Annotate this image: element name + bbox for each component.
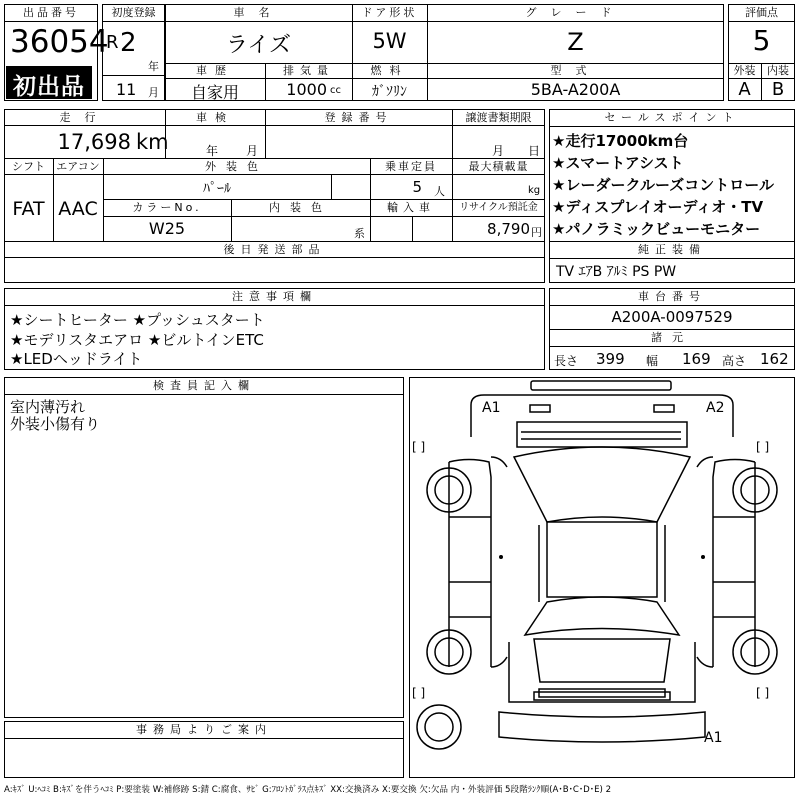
- air-conditioner: AAC: [58, 198, 98, 220]
- height: 162: [760, 350, 789, 368]
- fuel-label: 燃料: [370, 64, 409, 77]
- color-number-label: カラーNo.: [132, 201, 202, 214]
- reg-year: 2: [120, 28, 137, 58]
- transfer-month-unit: 月: [492, 144, 505, 158]
- sales-point-item: ★パノラミックビューモニター: [552, 220, 761, 238]
- length-label: 長さ: [554, 354, 579, 368]
- exterior-label: 外装: [733, 64, 756, 77]
- sales-point-item: ★スマートアシスト: [552, 154, 684, 172]
- interior-color-label: 内装色: [269, 201, 332, 214]
- interior-label: 内装: [767, 64, 789, 77]
- displacement-unit: cc: [330, 85, 341, 96]
- equipment-label: 純正装備: [549, 242, 795, 259]
- door-type: 5W: [372, 29, 407, 53]
- recycle-fee: 8,790: [487, 220, 530, 238]
- car-name: ライズ: [225, 33, 292, 58]
- fuel: ｶﾞｿﾘﾝ: [372, 84, 407, 100]
- notes-line: ★LEDヘッドライト: [10, 350, 143, 368]
- capacity: 5: [412, 178, 422, 196]
- notes-line: ★モデリスタエアロ ★ビルトインETC: [10, 331, 264, 349]
- model-code: 5BA-A200A: [530, 80, 621, 99]
- inspector-label: 検査員記入欄: [4, 378, 404, 395]
- score: 5: [752, 24, 771, 57]
- office-label: 事務局よりご案内: [4, 722, 404, 739]
- notes-label: 注意事項欄: [4, 289, 545, 306]
- car-name-label: 車名: [233, 6, 284, 19]
- bracket-marker: [ ]: [756, 440, 770, 454]
- first-listing-text: 初出品: [13, 74, 85, 100]
- history: 自家用: [190, 83, 239, 102]
- notes-line: ★シートヒーター ★プッシュスタート: [10, 311, 265, 329]
- shift: FAT: [12, 198, 45, 220]
- exterior-grade: A: [738, 79, 751, 100]
- lot-number: 36054: [10, 24, 109, 60]
- bracket-marker: [ ]: [412, 440, 426, 454]
- reg-year-unit: 年: [148, 60, 159, 73]
- mileage-unit: km: [136, 130, 169, 154]
- inspector-line: 外装小傷有り: [10, 415, 101, 433]
- inspector-line: 室内薄汚れ: [10, 398, 86, 416]
- bracket-marker: [ ]: [756, 686, 770, 700]
- displacement: 1000: [286, 80, 327, 99]
- recycle-fee-unit: 円: [531, 226, 542, 239]
- max-load-label: 最大積載量: [468, 160, 529, 173]
- legend: A:ｷｽﾞ U:ﾍｺﾐ B:ｷｽﾞを伴うﾍｺﾐ P:要塗装 W:補修跡 S:錆 C:腐食、ｻﾋﾞ G:ﾌﾛﾝﾄｶﾞﾗｽ点ｷｽﾞ XX:交換済み X:要交換 欠:欠品 内・外装評価 5段階ﾗﾝｸ順(A･B･C･D･E) 2: [4, 785, 612, 795]
- recycle-label: リサイクル預託金: [459, 202, 538, 213]
- grade-label: グレード: [525, 6, 626, 19]
- sales-point-item: ★レーダークルーズコントロール: [552, 176, 774, 194]
- width-label: 幅: [646, 354, 659, 368]
- damage-mark-a1-rear: A1: [704, 730, 723, 746]
- capacity-unit: 人: [434, 185, 445, 198]
- interior-grade: B: [771, 79, 785, 100]
- damage-mark-a1: A1: [482, 400, 501, 416]
- history-label: 車歴: [196, 64, 234, 77]
- transfer-deadline-label: 譲渡書類期限: [465, 111, 532, 124]
- inspection-label: 車検: [196, 111, 234, 124]
- equipment: TV ｴｱB ｱﾙﾐ PS PW: [556, 264, 677, 280]
- inspection-month-unit: 月: [246, 144, 259, 158]
- length: 399: [596, 350, 625, 368]
- max-load-unit: kg: [528, 185, 541, 196]
- chassis-number: A200A-0097529: [611, 308, 733, 326]
- sales-point-item: ★走行17000km台: [552, 132, 689, 150]
- inspection-year-unit: 年: [206, 144, 219, 158]
- transfer-day-unit: 日: [528, 144, 541, 158]
- ac-label: エアコン: [56, 160, 100, 173]
- damage-mark-a2: A2: [706, 400, 725, 416]
- reg-month-unit: 月: [148, 86, 159, 99]
- reg-number-label: 登録番号: [324, 111, 393, 124]
- bracket-marker: [ ]: [412, 686, 426, 700]
- era-mark: R: [106, 32, 119, 53]
- capacity-label: 乗車定員: [385, 160, 437, 173]
- mileage: 17,698: [57, 130, 131, 154]
- width: 169: [682, 350, 711, 368]
- door-label: ドア形状: [361, 6, 418, 19]
- exterior-color: ﾊﾟｰﾙ: [203, 181, 231, 197]
- mileage-label: 走行: [59, 111, 110, 124]
- height-label: 高さ: [722, 354, 747, 368]
- sales-point-item: ★ディスプレイオーディオ・TV: [552, 198, 764, 216]
- grade: Z: [567, 28, 584, 56]
- car-diagram: [409, 377, 795, 778]
- color-number: W25: [148, 219, 186, 238]
- interior-color-unit: 系: [354, 227, 365, 240]
- chassis-label: 車台番号: [549, 289, 795, 306]
- exterior-color-label: 外装色: [205, 160, 268, 173]
- score-label: 評価点: [729, 5, 794, 22]
- displacement-label: 排気量: [283, 64, 334, 77]
- first-registration-label: 初度登録: [103, 5, 164, 22]
- sales-points-label: セールスポイント: [549, 110, 795, 127]
- specs-label: 諸元: [549, 330, 795, 347]
- lot-number-label: 出品番号: [5, 5, 97, 22]
- later-parts-label: 後日発送部品: [223, 243, 326, 256]
- import-label: 輸入車: [387, 201, 435, 214]
- reg-month: 11: [116, 80, 137, 99]
- shift-label: シフト: [12, 160, 45, 173]
- model-label: 型式: [550, 64, 601, 77]
